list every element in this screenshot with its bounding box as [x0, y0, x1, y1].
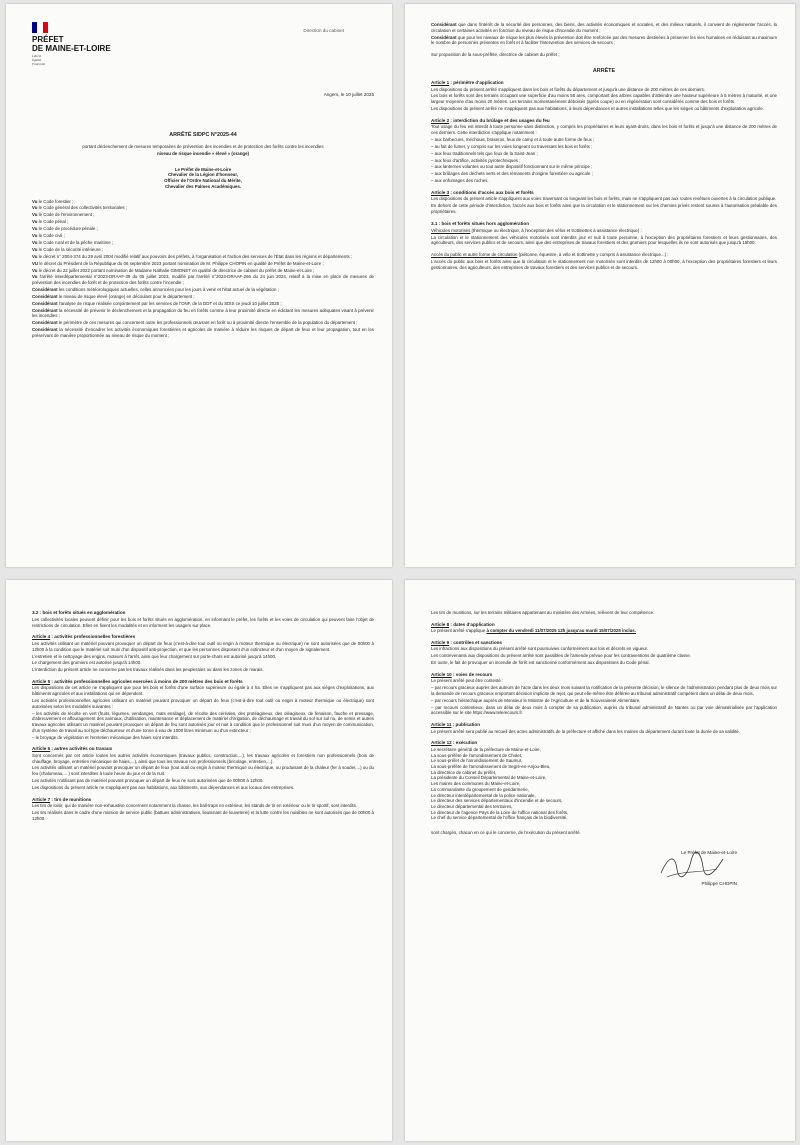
article-2-list — [431, 137, 777, 184]
article-paragraph: Le chargement des grumiers est autorisé jusqu'à 14h00. — [32, 660, 142, 666]
article-paragraph: – par recours hiérarchique auprès de Monsieur le Ministre de l'Agriculture et de la Souveraineté Alimentaire, — [431, 697, 641, 703]
vu-item: Vu le Code général des collectivités territoriales ; — [32, 205, 128, 211]
vu-item: Vu le Code de l'environnement ; — [32, 212, 95, 218]
document-page-4 — [405, 580, 795, 1141]
list-item: Le secrétaire général de la préfecture de Maine-et-Loire, — [431, 746, 541, 752]
signatory-name: Philippe CHOPIN — [701, 880, 737, 886]
signature-icon — [657, 851, 727, 881]
vu-item: Vu le Code rural et de la pêche maritime ; — [32, 239, 114, 245]
list-item: Le directeur de l'agence Pays de la Loire de l'office national des forêts, — [431, 809, 569, 815]
article-8-text: Le présent arrêté s'applique à compter du vendredi 11/07/2025 12h jusqu'au mardi 15/07/2025 inclus. — [431, 628, 636, 634]
document-page-2 — [405, 4, 795, 567]
article-paragraph: Les activités professionnelles agricoles utilisant un matériel pouvant provoquer un départ de feux (c'est-à-dire tout outil ou engin à moteur thermique ou électrique) sont autorisées selon les modalités suivantes : — [32, 698, 374, 709]
article-8-heading: Article 8 : dates d'application — [431, 621, 495, 627]
vehicles-heading: Véhicules motorisés (thermique ou électrique, à l'exception des vélos et trottinettes à assistance électrique) : — [431, 227, 642, 233]
article-2-heading: Article 2 : interdiction du brûlage et des usages du feu — [431, 117, 550, 123]
vu-list — [32, 199, 374, 286]
article-10-heading: Article 10 : voies de recours — [431, 671, 493, 677]
article-2-intro: Tout usage du feu est interdit à toute personne sans distinction, y compris les propriétaires et leurs ayant-droits, dans les bois et forêts et jusqu'à une distance de 200 mètres de ces derniers. Cette interdiction s'applique notamment : — [431, 124, 777, 135]
place-date: Angers, le 10 juillet 2025 — [323, 92, 374, 97]
risk-level: niveau de risque incendie « élevé » (orange) — [157, 150, 249, 156]
vu-item: Vu le Code de la sécurité intérieure ; — [32, 246, 104, 252]
decree-title: ARRÊTÉ SIDPC N°2025-44 — [169, 132, 237, 138]
article-9-body — [431, 646, 777, 665]
article-paragraph: En outre, le fait de provoquer un incendie de forêt est sanctionné conformément aux dispositions du Code pénal. — [431, 660, 650, 666]
article-9-heading: Article 9 : contrôles et sanctions — [431, 639, 502, 645]
considerant-item: Considérant la nécessité de prévenir le déclenchement et la propagation du feu en forêts comme à leur proximité directe en édictant les mesures adéquates visant à prévenir les incendies ; — [32, 307, 374, 319]
article-12-list — [431, 747, 777, 821]
article-paragraph: Les dispositions du présent arrêté ne s'appliquent pas aux habitations, à leurs dépendances et autres installations telles que les sièges ou bâtiments d'exploitation agricole. — [431, 106, 764, 112]
section-3-1-heading: 3.1 : bois et forêts situés hors agglomération — [431, 220, 530, 226]
article-paragraph: L'entretien et le nettoyage des engins, moteurs à l'arrêt, ainsi que leur chargement sur porte-chars est autorisé jusqu'à 14h00. — [32, 653, 277, 659]
considerant-list — [32, 287, 374, 339]
article-paragraph: Le présent arrêté peut être contesté : — [431, 678, 504, 684]
motto: Liberté Égalité Fraternité — [32, 54, 46, 66]
article-paragraph: Les activités n'utilisant pas de matériel pouvant provoquer un départ de feux ne sont autorisées que de 00h00 à 12h00. — [32, 778, 264, 784]
list-item: La sous-préfète de l'arrondissement de Cholet, — [431, 752, 523, 758]
arrete-heading: ARRÊTE — [592, 68, 616, 75]
article-11-heading: Article 11 : publication — [431, 722, 481, 728]
considerant-list — [431, 22, 777, 46]
considerant-item: Considérant le périmètre de ces mesures qui concernent outre les professionnels œuvrant en forêt ou à proximité directe l'ensemble de la population du département ; — [32, 320, 358, 326]
article-10-body — [431, 678, 777, 716]
signatory-title: Le Préfet de Maine-et-Loire — [681, 849, 737, 855]
vu-item: Vu l'arrêté interdépartemental n°2023-DRAAF-39 du 05 juillet 2023, modifié par l'arrêté n°2024-DRAAF-266 du 24 juin 2024, relatif à la mise en place de mesures de prévention des incendies de forêt et de protection des forêts contre l'incendie ; — [32, 274, 374, 286]
list-item: Le directeur des services départementaux d'incendie et de secours, — [431, 798, 563, 804]
vu-item: Vu le décret n° 2004-374 du 29 avril 2004 modifié relatif aux pouvoirs des préfets, à l'organisation et l'action des services de l'État dans les régions et départements ; — [32, 253, 353, 259]
list-item: – aux enfumages des ruches. — [431, 178, 489, 184]
list-item: – aux feux traditionnels tels que feux de la Saint-Jean ; — [431, 150, 538, 156]
article-paragraph: Les activités utilisant un matériel pouvant provoquer un départ de feux (tout outil ou engin à moteur thermique ou électrique, ou produisant de la chaleur (fer à souder,...) ou du feu (chalumeau,... ) sont interdites à toute heure du jour et de la nuit. — [32, 765, 374, 777]
article-paragraph: – par recours gracieux auprès des auteurs de l'acte dans les deux mois suivant la notification de la présente décision, le silence de l'administration pendant plus de deux mois sur la demande de recours gracieux emportant décision implicite de rejet, qui peut elle-même être déférée au tribunal administratif compétent dans un délai de deux mois, — [431, 685, 777, 696]
considerant-item: Considérant la nécessité d'encadrer les activités économiques forestières et agricoles de manière à réduire les risques de départ de feux et leur propagation, tout en les préservant de manière proportionnée au niveau de risque du moment ; — [32, 327, 374, 338]
vu-item: Vu le Code pénal ; — [32, 219, 69, 225]
vu-item: Vu le Code de procédure pénale ; — [32, 226, 98, 232]
article-paragraph: Les contrevenants aux dispositions du présent arrêté sont passibles de l'amende prévue pour les contraventions de quatrième classe. — [431, 653, 692, 659]
list-item: La présidente du Conseil Départemental de Maine-et-Loire, — [431, 775, 547, 781]
list-item: – aux lanternes volantes ou tout autre dispositif fonctionnant sur le même principe ; — [431, 164, 593, 170]
service-name: Direction du cabinet — [303, 28, 344, 33]
article-7-heading: Article 7 : tirs de munitions — [32, 796, 92, 802]
article-6-body — [32, 753, 374, 791]
list-item: Les maires des communes du Maine-et-Loire, — [431, 781, 521, 787]
article-paragraph: Les dispositions du présent article ne s'appliquent pas aux habitations, aux bâtiments, aux dépendances et aux locaux des entreprises. — [32, 784, 295, 790]
document-page-1 — [6, 4, 392, 567]
list-item: La directrice de cabinet du préfet, — [431, 769, 497, 775]
authority-block: Le Préfet de Maine-et-Loire Chevalier de la Légion d'honneur, Officier de l'Ordre National du Mérite, Chevalier des Palmes Académiques. — [164, 166, 242, 189]
prefecture-logo: PRÉFET DE MAINE-ET-LOIRE — [32, 35, 111, 53]
vu-item: Vu le Code forestier ; — [32, 198, 74, 204]
article-7-body — [32, 803, 374, 821]
article-paragraph: Les tirs de loisir, qui de manière non-exhaustive concernent notamment la chasse, les ball-traps en extérieur, les stands de tir en extérieur ou le tir sportif, sont interdits. — [32, 803, 358, 809]
article-paragraph: Les tirs réalisés dans le cadre d'une mission de service public (battues administratives, lieutenant de louveterie) et la lutte contre les nuisibles ne sont autorisés que de 00h00 à 12h00. — [32, 810, 374, 821]
article-5-heading: Article 5 : activités professionnelles agricoles exercées à moins de 200 mètres des bois et forêts — [32, 678, 243, 684]
application-dates: à compter du vendredi 11/07/2025 12h jusqu'au mardi 15/07/2025 inclus. — [486, 628, 636, 634]
article-paragraph: Sont concernés par cet article toutes les autres activités économiques (travaux publics, construction,...), les travaux agricoles et forestiers non professionnels (bois de chauffage, broyage, entretien mécanique de haies,...), ainsi que tous les travaux non professionnels (bricolage, entretien,...). — [32, 752, 374, 764]
vehicles-text: La circulation et le stationnement des véhicules motorisés sont interdits jour et nuit à toute personne, à l'exception des propriétaires forestiers et leurs gestionnaires, des agriculteurs, des services publics et de secours, ainsi que des entreprises de travaux forestiers et des grumiers pour lesquelles ils ne sont autorisés que jusqu'à 15h00. — [431, 234, 777, 246]
republic-flag-icon — [32, 22, 48, 33]
article-paragraph: Les activités utilisant un matériel pouvant provoquer un départ de feux (c'est-à-dire tout outil ou engin à moteur thermique ou électrique) ne sont autorisées que de 00h00 à 12h00 à la condition que le matériel soit muni d'un dispositif anti-projection, et que les personnes disposent d'un extincteur et d'un moyen de signalement. — [32, 640, 374, 652]
list-item: Le directeur départemental des territoires, — [431, 803, 513, 809]
article-paragraph: Les dispositions de cet article ne s'appliquent que pour les bois et forêts d'une surface supérieure ou égale à 4 ha. Elles ne s'appliquent pas aux sièges d'exploitations, aux bâtiments agricoles et aux installations qui en dépendent. — [32, 685, 374, 697]
article-paragraph: – les activités de récolte en vert (fruits, légumes, vendanges, maïs ensilage), de récolte des céréales, des protéagineux, des oléagineux, de fenaison, fauche et pressage, d'abreuvement et affouragement des animaux, d'utilisation, maintenance et déplacement de matériel d'irrigation, de déchaumage et travail du sol sur sol nu, de semis et autres travaux agricoles utilisant un matériel pouvant provoquer un départ de feu sont autorisés jour et nuit à condition que le professionnel soit muni d'un moyen de communication, d'un système de travail au sol type déchaumeur et d'une tonne à eau de 1000 litres minimum ou d'un extincteur ; — [32, 710, 374, 733]
list-item: Le sous-préfet de l'arrondissement de Saumur, — [431, 758, 523, 764]
public-access-heading: Accès du public et autre forme de circulation (piétonne, équestre, à vélo et trottinette y compris à assistance électrique...) : — [431, 252, 669, 258]
article-6-heading: Article 6 : autres activités ou travaux — [32, 746, 113, 752]
article-4-heading: Article 4 : activités professionnelles forestières — [32, 634, 136, 640]
list-item: Le chef du service départemental de l'office français de la biodiversité, — [431, 815, 568, 821]
document-page-3 — [6, 580, 392, 1141]
list-item: – au fait de fumer, y compris sur les voies longeant ou traversant les bois et forêts ; — [431, 143, 593, 149]
article-1-body — [431, 87, 777, 112]
considerant-item: Considérant les conditions météorologiques actuelles, celles annoncées pour les jours à venir et l'état actuel de la végétation ; — [32, 286, 279, 292]
article-paragraph: Les dispositions du présent article s'appliquent aux voies traversant ou longeant les bois et forêts, mais ne s'appliquent pas aux routes revêtues ouvertes à la circulation publique. — [431, 196, 777, 202]
letterhead — [32, 22, 374, 122]
list-item: La commandante du groupement de gendarmerie, — [431, 786, 529, 792]
proposal: Sur proposition de la sous-préfète, directrice de cabinet du préfet ; — [431, 52, 560, 58]
article-paragraph: En dehors de cette période d'interdiction, l'accès aux bois et forêts ainsi que la circulation et le stationnement sur les chemins privés restent soumis à l'autorisation préalable des propriétaires. — [431, 203, 777, 214]
considerant-item: Considérant que dans l'intérêt de la sécurité des personnes, des biens, des activités économiques et sociales, et des milieux naturels, il convient de réglementer l'accès, la circulation et certaines activités en fonction du niveau de risque d'incendie du moment ; — [431, 22, 777, 33]
article-3-heading: Article 3 : conditions d'accès aux bois et forêts — [431, 189, 534, 195]
article-paragraph: Les infractions aux dispositions du présent arrêté sont poursuivies conformément aux lois et décrets en vigueur. — [431, 646, 648, 652]
list-item: – aux feux d'artifice, activités pyrotechniques ; — [431, 157, 521, 163]
article-1-heading: Article 1 : périmètre d'application — [431, 80, 504, 86]
section-3-2-heading: 3.2 : bois et forêts situés en agglomération — [32, 610, 126, 615]
considerant-item: Considérant que pour les niveaux de risque les plus élevés la prévention doit être renforcée par des mesures destinées à préserver les vies humaines en réduisant au maximum le nombre de personnes présentes en forêt et à faciliter l'intervention des services de secours ; — [431, 34, 777, 46]
public-access-text: L'accès du public aux bois et forêts ainsi que la circulation et le stationnement non motorisés sont interdits de 12h00 à 00h00, à l'exception des propriétaires forestiers et leurs gestionnaires, des agriculteurs, des entreprises de travaux forestiers et des services publics et de secours. — [431, 259, 777, 270]
article-paragraph: – par recours contentieux, dans un délai de deux mois à compter de sa publication, auprès du tribunal administratif de Nantes ou par voie dématérialisée par l'application accessible sur le site https://www.telerecours.fr. — [431, 704, 777, 716]
decree-subtitle: portant déclenchement de mesures temporaires de prévention des incendies et de protection des forêts contre les incendies — [82, 144, 324, 149]
list-item: – aux barbecues, méchouis, braseros, feux de camp et à toute autre forme de feux ; — [431, 136, 595, 142]
article-11-text: Le présent arrêté sera publié au recueil des actes administratifs de la préfecture et affiché dans les mairies du département durant toute la durée de sa validité. — [431, 728, 740, 734]
article-5-body — [32, 685, 374, 740]
article-paragraph: Les bois et forêts sont des terrains occupant une superficie d'au moins 50 ares, comportant des arbres capables d'atteindre une hauteur supérieure à 5 mètres à maturité, et une largeur moyenne d'au moins 20 mètres. Les terrains momentanément déboisés (après coupe) ou en régénération sont considérés comme des bois et forêts. — [431, 93, 777, 105]
list-item: Le directeur interdépartemental de la police nationale, — [431, 792, 536, 798]
article-4-body — [32, 641, 374, 673]
vu-item: Vu le décret du 22 juillet 2022 portant nomination de Madame Nathalie GIMONET en qualité de directrice de cabinet du préfet de Maine-et-Loire ; — [32, 267, 315, 273]
signature-scribble — [431, 855, 737, 881]
vu-item: Vu le Code civil ; — [32, 233, 65, 239]
section-3-2-text: Les collectivités locales peuvent définir pour les bois et forêts situés en agglomération, en informant le préfet, les forêts et les voies de circulation qui peuvent faire l'objet de restrictions de circulation. Elles en fixent les modalités et en informent les usagers sur place. — [32, 617, 374, 628]
considerant-item: Considérant l'analyse de risque réalisée conjointement par les services de l'ONF, de la DDT et du SDIS ce jeudi 10 juillet 2025 ; — [32, 300, 282, 306]
list-item: La sous-préfète de l'arrondissement de Segré-en-Anjou-Bleu, — [431, 763, 551, 769]
article-7-continued: Les tirs de munitions, sur les terrains militaires appartenant au ministère des Armées, relèvent de leur compétence. — [431, 610, 655, 615]
article-3-body — [431, 196, 777, 214]
list-item: – aux brûlages des déchets verts et des rémanents d'origine forestière ou agricole ; — [431, 171, 593, 177]
vu-item: VU le décret du Président de la République du 06 septembre 2023 portant nomination de M. Philippe CHOPIN en qualité de Préfet de Maine-et-Loire ; — [32, 260, 324, 266]
considerant-item: Considérant le niveau de risque élevé (orange) en découlant pour le département ; — [32, 293, 195, 299]
closing-line: sont chargés, chacun en ce qui le concerne, de l'exécution du présent arrêté. — [431, 830, 581, 836]
article-paragraph: – le broyage de végétation et l'entretien mécanique des haies sont interdits. — [32, 734, 179, 740]
article-12-heading: Article 12 : exécution — [431, 740, 478, 746]
article-paragraph: L'interdiction du présent article ne concerne pas les travaux réalisés dans les peupleraies ou dans les zones de marais. — [32, 667, 264, 673]
article-paragraph: Les dispositions du présent arrêté s'appliquent dans les bois et forêts du département et jusqu'à une distance de 200 mètres de ces derniers. — [431, 86, 706, 92]
